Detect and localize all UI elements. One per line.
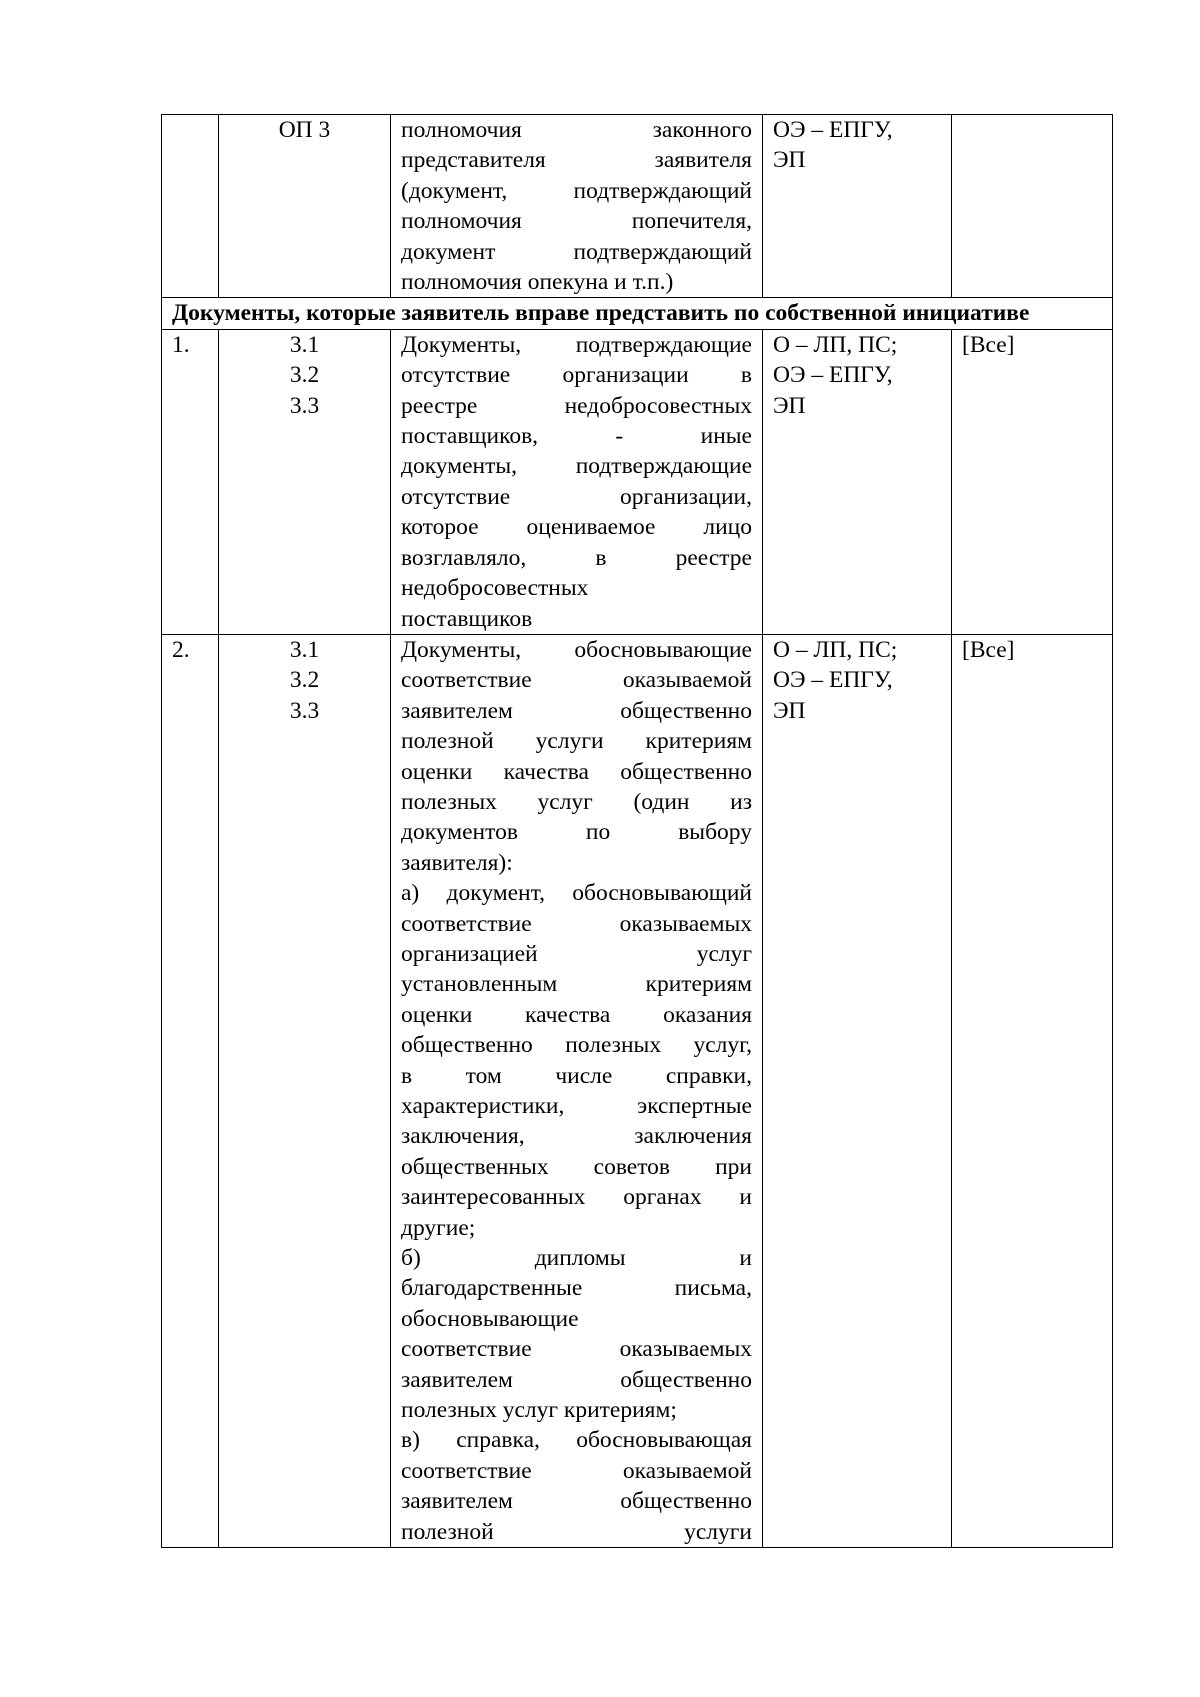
text-line: заинтересованных органах и: [401, 1184, 752, 1211]
applicability-cell: [Все]: [952, 329, 1113, 634]
text-line: документов по выбору: [401, 819, 752, 846]
text-line: заявителем общественно: [401, 1488, 752, 1515]
description-lines: [401, 635, 752, 1547]
text-line: поставщиков: [401, 605, 533, 632]
text-line: 3.3: [289, 392, 320, 419]
applicability-cell: [Все]: [952, 634, 1113, 1547]
text-line: реестре недобросовестных: [401, 392, 752, 419]
text-line: полезных услуг критериям;: [401, 1397, 677, 1424]
row-number-cell: [162, 115, 219, 298]
submission-method-lines: [773, 330, 941, 421]
text-line: 3.3: [289, 697, 320, 724]
text-line: другие;: [401, 1214, 476, 1241]
text-line: ЭП: [773, 392, 806, 419]
text-line: отсутствие организации в: [401, 362, 752, 389]
table-row: [162, 329, 1113, 634]
text-line: в) справка, обосновывающая: [401, 1427, 752, 1454]
text-line: документ подтверждающий: [401, 238, 752, 265]
text-line: ЭП: [773, 697, 806, 724]
text-line: О – ЛП, ПС;: [773, 636, 898, 663]
document-description-cell: [391, 329, 763, 634]
text-line: а) документ, обосновывающий: [401, 880, 752, 907]
text-line: организацией услуг: [401, 940, 752, 967]
text-line: 3.1: [289, 331, 320, 358]
text-line: установленным критериям: [401, 971, 752, 998]
text-line: представителя заявителя: [401, 147, 752, 174]
text-line: оценки качества общественно: [401, 758, 752, 785]
text-line: в том числе справки,: [401, 1062, 752, 1089]
text-line: заключения, заключения: [401, 1123, 752, 1150]
text-line: Документы, обосновывающие: [401, 636, 752, 663]
text-line: б) дипломы и: [401, 1245, 752, 1272]
documents-table: [161, 114, 1113, 1548]
text-line: которое оцениваемое лицо: [401, 514, 752, 541]
text-line: общественных советов при: [401, 1153, 752, 1180]
text-line: характеристики, экспертные: [401, 1093, 752, 1119]
table-row: [162, 634, 1113, 1547]
text-line: возглавляло, в реестре: [401, 544, 752, 571]
text-line: полномочия опекуна и т.п.): [401, 269, 674, 296]
submission-method-cell: [763, 329, 952, 634]
text-line: общественно полезных услуг,: [401, 1032, 752, 1059]
row-number-cell: 1.: [162, 329, 219, 634]
text-line: благодарственные письма,: [401, 1275, 752, 1302]
text-line: полномочия попечителя,: [401, 208, 752, 235]
description-lines: [401, 115, 752, 297]
text-line: обосновывающие: [401, 1305, 579, 1332]
text-line: соответствие оказываемых: [401, 910, 752, 937]
section-header-row: [162, 298, 1113, 329]
document-code-cell: [219, 329, 391, 634]
text-line: полномочия законного: [401, 117, 752, 143]
text-line: заявителя):: [401, 849, 513, 876]
text-line: 3.2: [289, 362, 320, 389]
document-code-cell: [219, 634, 391, 1547]
row-number-cell: 2.: [162, 634, 219, 1547]
text-line: недобросовестных: [401, 575, 589, 602]
text-line: заявителем общественно: [401, 1366, 752, 1393]
submission-method-cell: [763, 634, 952, 1547]
description-lines: [401, 330, 752, 634]
text-line: ОЭ – ЕПГУ,: [773, 667, 893, 694]
applicability-cell: [952, 115, 1113, 298]
text-line: соответствие оказываемой: [401, 1457, 752, 1484]
text-line: ОЭ – ЕПГУ,: [773, 362, 893, 389]
submission-method-lines: [773, 635, 941, 726]
submission-method-lines: [773, 115, 941, 176]
text-line: полезной услуги: [401, 1518, 752, 1545]
text-line: Документы, подтверждающие: [401, 331, 752, 358]
text-line: полезных услуг (один из: [401, 788, 752, 815]
document-description-cell: [391, 634, 763, 1547]
document-code-cell: ОП 3: [219, 115, 391, 298]
text-line: 3.1: [289, 636, 320, 663]
text-line: поставщиков, - иные: [401, 423, 752, 450]
text-line: документы, подтверждающие: [401, 453, 752, 480]
submission-method-cell: [763, 115, 952, 298]
text-line: (документ, подтверждающий: [401, 177, 752, 204]
document-code-lines: [229, 330, 380, 421]
text-line: полезной услуги критериям: [401, 728, 752, 755]
document-code-lines: [229, 635, 380, 726]
text-line: отсутствие организации,: [401, 483, 752, 510]
text-line: 3.2: [289, 667, 320, 694]
text-line: заявителем общественно: [401, 697, 752, 724]
table-row: [162, 115, 1113, 298]
section-header: Документы, которые заявитель вправе представить по собственной инициативе: [162, 298, 1113, 329]
text-line: соответствие оказываемых: [401, 1336, 752, 1363]
text-line: О – ЛП, ПС;: [773, 331, 898, 358]
text-line: оценки качества оказания: [401, 1001, 752, 1028]
text-line: ЭП: [773, 147, 806, 174]
text-line: ОЭ – ЕПГУ,: [773, 117, 893, 143]
text-line: соответствие оказываемой: [401, 667, 752, 694]
document-description-cell: [391, 115, 763, 298]
